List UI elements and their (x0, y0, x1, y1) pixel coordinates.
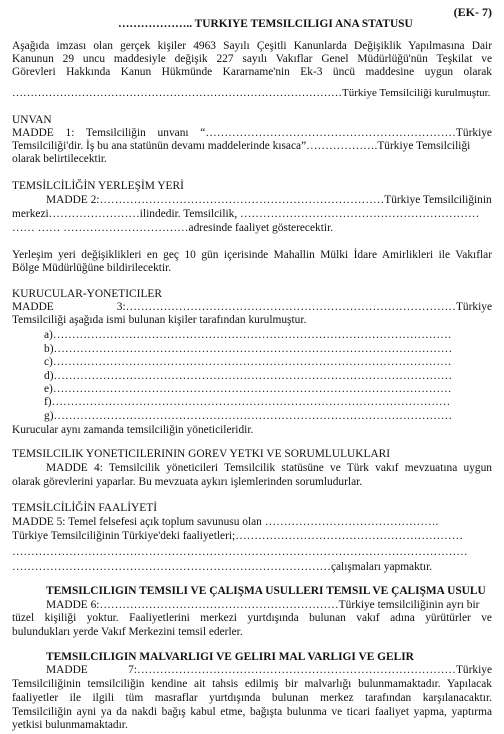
article-3-line: MADDE 3:……………………………………………………………………………Türkiye (12, 301, 492, 313)
article-2-line: Yerleşim yeri değişiklikleri en geç 10 gün içerisinde Mahallin Mülki İdare Amirlikleri ile Vakıflar (12, 249, 492, 261)
article-7-line: yetkisi bulunmamaktadır. (12, 719, 128, 731)
article-4-line: olarak görevlerini yaparlar. Bu mevzuata aykırı işlemlerinden sorumludurlar. (12, 476, 363, 488)
article-1-line: MADDE 1: Temsilciliğin unvanı “…………………………………………………………Türkiye (12, 127, 492, 139)
section-heading-yetki: TEMSILCILIK YONETICILERININ GOREV YETKI VE SORUMLULUKLARI (12, 448, 391, 460)
article-5-line: MADDE 5: Temel felsefesi açık toplum savunusu olan ………………………………………. (12, 516, 439, 528)
founder-item: g)…………………………………………………………………………………………… (44, 410, 453, 422)
annex-number: (EK- 7) (453, 5, 492, 19)
article-2-line: Bölge Müdürlüğüne bildirilecektir. (12, 262, 172, 274)
article-6-line: bulundukları yerde Vakıf Merkezini temsil ederler. (12, 626, 243, 638)
article-2-line: …… …… ……………………………adresinde faaliyet gösterecektir. (12, 222, 334, 234)
founder-item: e)…………………………………………………………………………………………… (44, 383, 452, 395)
section-heading-temsil: TEMSILCILIGIN TEMSILI VE ÇALIŞMA USULLERI TEMSIL VE ÇALIŞMA USULU (46, 585, 486, 597)
intro-line: Görevleri Hakkında Kanun Hükmünde Kararname'nin Ek-3 üncü maddesine uygun olarak (12, 66, 492, 78)
section-heading-unvan: UNVAN (12, 114, 52, 126)
document-title: ……………….. TURKIYE TEMSILCILIGI ANA STATUSU (118, 18, 413, 30)
intro-line: ………………………………………………………………………………Türkiye Temsilciliği kurulmuştur. (12, 87, 491, 99)
article-7-line: faaliyetler ile ilgili tüm masraflar yurtdışında bulunan merkez tarafından karşılanacaktır. (12, 692, 492, 704)
founder-item: b)…………………………………………………………………………………………… (44, 343, 453, 355)
article-7-line: Temsilciliğinin temsilciliğin kendine ait tahsis edilmiş bir malvarlığı bulunmamaktadır. Yapılacak (12, 678, 492, 690)
section-heading-yerlesim: TEMSİLCİLİĞİN YERLEŞİM YERİ (12, 180, 184, 192)
founder-item: a)…………………………………………………………………………………………… (44, 329, 452, 341)
article-6-line: tüzel kişiliği yoktur. Faaliyetlerini merkezi yurtdışında bulunan vakıf adına yürütürler ve (12, 612, 492, 624)
article-2-line: merkezi……………………ilindedir. Temsilcilik, ……………………………………………………… (12, 208, 480, 220)
article-7-line: MADDE 7:…………………………………………………………………………Türkiye (46, 664, 492, 676)
article-3-line: Temsilciliği aşağıda ismi bulunan kişiler tarafından kurulmuştur. (12, 314, 307, 326)
article-7-line: Temsilciliğin ayni ya da nakdi bağış kabul etme, bağışta bulunma ve ticari faaliyet yapma, yaptırma (12, 706, 492, 718)
intro-line: Kanunun 29 uncu maddesiyle değişik 227 sayılı Vakıflar Genel Müdürlüğü'nün Teşkilat ve (12, 53, 492, 65)
section-heading-kurucular: KURUCULAR-YONETICILER (12, 288, 162, 300)
article-1-line: Temsilciliği'dir. İş bu ana statünün devamı maddelerinde kısaca”……………….Türkiye Temsilciliği (12, 140, 471, 152)
article-5-line: ………………………………………………………………………………………………………… (12, 546, 468, 558)
founder-note: Kurucular aynı zamanda temsilciliğin yöneticileridir. (12, 424, 254, 436)
section-heading-faaliyet: TEMSİLCİLİĞİN FAALİYETİ (12, 502, 157, 514)
article-4-line: MADDE 4: Temsilcilik yöneticileri Temsilcilik statüsüne ve Türk vakıf mevzuatına uygun (46, 462, 492, 474)
article-1-line: olarak belirtilecektir. (12, 153, 107, 165)
section-heading-malvarligi: TEMSILCILIGIN MALVARLIGI VE GELIRI MAL VARLIGI VE GELIR (46, 651, 414, 663)
founder-item: c)…………………………………………………………………………………………… (44, 356, 452, 368)
intro-line: Aşağıda imzası olan gerçek kişiler 4963 Sayılı Çeşitli Kanunlarda Değişiklik Yapılmasına Dair (12, 40, 492, 52)
article-5-line: Türkiye Temsilciliğinin Türkiye'deki faaliyetleri;…………………………………………………… (12, 530, 464, 542)
article-6-line: MADDE 6:………………………………………………………Türkiye temsilciliğinin ayrı bir (46, 599, 480, 611)
founder-item: f)…………………………………………………………………………………………… (44, 396, 451, 408)
article-5-line: …………………………………………………………………………çalışmaları yapmaktır. (12, 561, 433, 573)
article-2-line: MADDE 2:…………………………………………………………………Türkiye Temsilciliğinin (46, 194, 492, 206)
founder-item: d)…………………………………………………………………………………………… (44, 370, 453, 382)
